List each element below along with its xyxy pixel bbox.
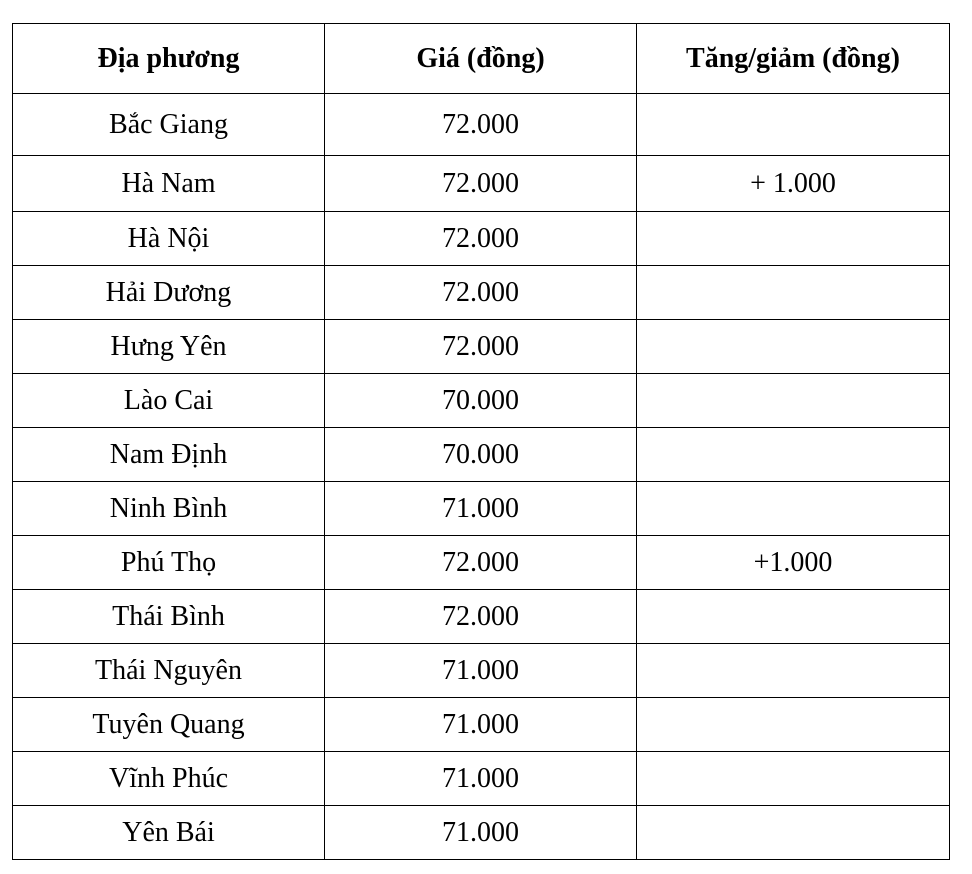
price-cell: 72.000: [325, 212, 637, 266]
table-row: [13, 320, 950, 374]
location-cell: Bắc Giang: [13, 94, 325, 156]
location-cell: Hà Nam: [13, 156, 325, 212]
price-cell: 71.000: [325, 752, 637, 806]
header-row: [13, 24, 950, 94]
location-cell: Nam Định: [13, 428, 325, 482]
price-cell: 71.000: [325, 644, 637, 698]
change-cell: [637, 94, 950, 156]
price-cell: 71.000: [325, 698, 637, 752]
table-row: [13, 212, 950, 266]
change-cell: [637, 320, 950, 374]
change-cell: + 1.000: [637, 156, 950, 212]
location-cell: Yên Bái: [13, 806, 325, 860]
change-cell: [637, 752, 950, 806]
table-row: [13, 590, 950, 644]
price-cell: 72.000: [325, 590, 637, 644]
location-cell: Hưng Yên: [13, 320, 325, 374]
table-row: [13, 94, 950, 156]
table-row: [13, 698, 950, 752]
table-row: [13, 536, 950, 590]
table-row: [13, 752, 950, 806]
change-cell: [637, 428, 950, 482]
location-cell: Thái Bình: [13, 590, 325, 644]
table-row: [13, 266, 950, 320]
price-table: [12, 23, 950, 860]
table-row: [13, 806, 950, 860]
price-cell: 72.000: [325, 266, 637, 320]
location-cell: Thái Nguyên: [13, 644, 325, 698]
location-cell: Phú Thọ: [13, 536, 325, 590]
table-row: [13, 374, 950, 428]
table-row: [13, 482, 950, 536]
change-cell: [637, 212, 950, 266]
table-row: [13, 428, 950, 482]
table-row: [13, 644, 950, 698]
header-change: Tăng/giảm (đồng): [637, 24, 950, 94]
change-cell: [637, 266, 950, 320]
location-cell: Ninh Bình: [13, 482, 325, 536]
location-cell: Lào Cai: [13, 374, 325, 428]
price-cell: 72.000: [325, 320, 637, 374]
table-header: [13, 24, 950, 94]
price-cell: 71.000: [325, 482, 637, 536]
table-row: [13, 156, 950, 212]
change-cell: [637, 590, 950, 644]
change-cell: +1.000: [637, 536, 950, 590]
price-cell: 71.000: [325, 806, 637, 860]
price-cell: 70.000: [325, 374, 637, 428]
price-cell: 72.000: [325, 536, 637, 590]
change-cell: [637, 374, 950, 428]
table-body: [13, 94, 950, 860]
price-cell: 72.000: [325, 94, 637, 156]
price-cell: 70.000: [325, 428, 637, 482]
change-cell: [637, 806, 950, 860]
location-cell: Hà Nội: [13, 212, 325, 266]
change-cell: [637, 644, 950, 698]
header-location: Địa phương: [13, 24, 325, 94]
location-cell: Vĩnh Phúc: [13, 752, 325, 806]
location-cell: Tuyên Quang: [13, 698, 325, 752]
change-cell: [637, 482, 950, 536]
header-price: Giá (đồng): [325, 24, 637, 94]
location-cell: Hải Dương: [13, 266, 325, 320]
change-cell: [637, 698, 950, 752]
price-cell: 72.000: [325, 156, 637, 212]
